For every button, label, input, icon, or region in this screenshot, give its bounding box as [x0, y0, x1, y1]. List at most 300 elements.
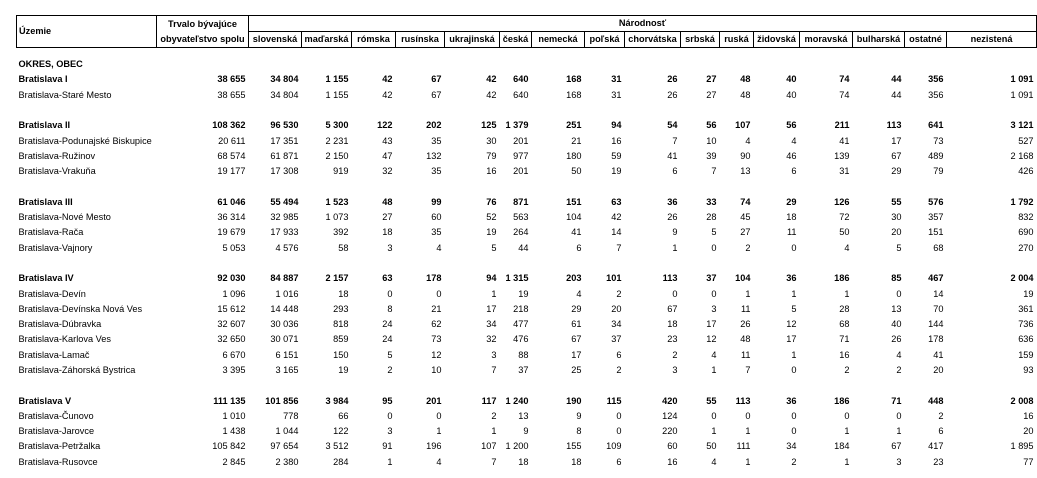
row-value: 0 — [745, 410, 751, 421]
row-value: 0 — [791, 364, 797, 375]
row-value: 6 — [938, 426, 944, 437]
row-value: 1 — [844, 426, 850, 437]
row-value: 201 — [513, 135, 529, 146]
spacer-row — [17, 378, 1037, 393]
row-value: 50 — [706, 441, 717, 452]
row-value: 13 — [891, 303, 902, 314]
row-value: 871 — [513, 196, 529, 207]
row-value: 5 — [491, 242, 497, 253]
row-value: 85 — [891, 273, 902, 284]
row-value: 94 — [486, 273, 497, 284]
row-value: 155 — [566, 441, 582, 452]
spacer-cell — [17, 103, 1037, 118]
row-value: 47 — [382, 150, 393, 161]
row-value: 45 — [740, 212, 751, 223]
row-value: 0 — [616, 410, 622, 421]
row-value: 20 — [1023, 426, 1034, 437]
row-value: 97 654 — [270, 441, 299, 452]
row-value: 42 — [486, 89, 497, 100]
row-value: 29 — [786, 196, 797, 207]
row-value: 203 — [566, 273, 582, 284]
spacer-cell — [17, 378, 1037, 393]
row-value: 132 — [426, 150, 442, 161]
row-value: 1 — [791, 288, 797, 299]
row-value: 7 — [616, 242, 622, 253]
row-value: 576 — [928, 196, 944, 207]
row-value: 1 379 — [505, 120, 529, 131]
row-name: Bratislava-Dúbravka — [18, 319, 102, 330]
row-value: 6 — [672, 166, 678, 177]
header-col-7: poľská — [585, 32, 625, 48]
row-value: 125 — [481, 120, 497, 131]
row-value: 8 — [387, 303, 393, 314]
row-value: 4 — [745, 135, 751, 146]
row-value: 4 — [711, 349, 717, 360]
row-value: 101 — [606, 273, 622, 284]
row-value: 111 — [736, 441, 751, 452]
row-value: 1 — [711, 364, 717, 375]
row-value: 28 — [839, 303, 850, 314]
row-value: 77 — [1023, 456, 1034, 467]
table-header — [17, 16, 1037, 48]
header-col-4: ukrajinská — [445, 32, 500, 48]
row-value: 818 — [333, 319, 349, 330]
header-col-0: slovenská — [249, 32, 302, 48]
nationality-table — [16, 15, 1037, 470]
municipality-row — [17, 348, 1037, 363]
row-value: 36 — [786, 395, 797, 406]
header-col-15: nezistená — [947, 32, 1037, 48]
row-value: 93 — [1023, 364, 1034, 375]
row-value: 1 — [491, 288, 497, 299]
row-value: 1 — [745, 426, 751, 437]
row-value: 15 612 — [217, 303, 246, 314]
row-value: 0 — [896, 288, 902, 299]
row-value: 563 — [513, 212, 529, 223]
row-value: 41 — [571, 227, 582, 238]
row-value: 1 044 — [275, 426, 299, 437]
row-value: 139 — [834, 150, 850, 161]
row-value: 7 — [672, 135, 678, 146]
row-value: 55 — [891, 196, 902, 207]
row-value: 44 — [891, 74, 902, 85]
row-value: 32 607 — [217, 319, 246, 330]
row-value: 61 046 — [217, 196, 246, 207]
row-value: 84 887 — [270, 273, 299, 284]
row-value: 16 — [667, 456, 678, 467]
row-value: 3 512 — [325, 441, 349, 452]
row-value: 37 — [706, 273, 717, 284]
row-value: 3 984 — [325, 395, 349, 406]
header-col-14: ostatné — [905, 32, 947, 48]
row-value: 2 — [896, 364, 902, 375]
row-value: 392 — [333, 227, 349, 238]
municipality-row — [17, 210, 1037, 225]
row-value: 6 — [576, 242, 582, 253]
row-value: 26 — [891, 334, 902, 345]
row-value: 3 — [387, 426, 393, 437]
row-value: 527 — [1018, 135, 1034, 146]
row-value: 30 071 — [270, 334, 299, 345]
row-value: 23 — [667, 334, 678, 345]
section-heading: OKRES, OBEC — [18, 59, 83, 70]
row-value: 186 — [834, 395, 850, 406]
row-name: Bratislava V — [18, 395, 72, 406]
row-value: 7 — [491, 364, 497, 375]
row-value: 41 — [839, 135, 850, 146]
row-value: 178 — [928, 334, 944, 345]
row-name: Bratislava-Rusovce — [18, 456, 98, 467]
header-col-5: česká — [500, 32, 532, 48]
row-value: 2 — [791, 456, 797, 467]
row-value: 99 — [431, 196, 442, 207]
row-value: 92 030 — [217, 273, 246, 284]
row-name: Bratislava-Petržalka — [18, 441, 101, 452]
row-value: 1 — [711, 426, 717, 437]
row-value: 1 096 — [222, 288, 246, 299]
header-nationality: Národnosť — [249, 16, 1037, 32]
row-value: 1 016 — [275, 288, 299, 299]
row-value: 101 856 — [265, 395, 299, 406]
row-value: 8 — [576, 426, 582, 437]
row-value: 59 — [611, 150, 622, 161]
row-name: Bratislava IV — [18, 273, 74, 284]
row-value: 41 — [667, 150, 678, 161]
row-value: 1 — [896, 426, 902, 437]
row-value: 1 315 — [505, 273, 529, 284]
row-value: 426 — [1018, 166, 1034, 177]
row-name: Bratislava II — [18, 120, 71, 131]
municipality-row — [17, 424, 1037, 439]
municipality-row — [17, 332, 1037, 347]
row-value: 109 — [606, 441, 622, 452]
municipality-row — [17, 363, 1037, 378]
municipality-row — [17, 302, 1037, 317]
row-value: 640 — [513, 74, 529, 85]
row-name: Bratislava-Záhorská Bystrica — [18, 364, 136, 375]
row-value: 29 — [571, 303, 582, 314]
row-value: 20 — [891, 227, 902, 238]
row-value: 71 — [839, 334, 850, 345]
row-value: 3 — [896, 456, 902, 467]
row-value: 30 036 — [270, 319, 299, 330]
row-value: 2 150 — [325, 150, 349, 161]
row-value: 2 168 — [1010, 150, 1034, 161]
row-value: 63 — [382, 273, 393, 284]
row-value: 18 — [382, 227, 393, 238]
row-value: 0 — [711, 242, 717, 253]
row-value: 640 — [513, 89, 529, 100]
row-value: 67 — [891, 150, 902, 161]
row-value: 1 155 — [325, 74, 349, 85]
row-value: 1 — [491, 426, 497, 437]
row-value: 1 — [844, 456, 850, 467]
row-value: 180 — [566, 150, 582, 161]
row-value: 641 — [928, 120, 944, 131]
row-value: 21 — [571, 135, 582, 146]
row-value: 122 — [377, 120, 393, 131]
row-value: 91 — [382, 441, 393, 452]
row-value: 2 231 — [325, 135, 349, 146]
row-value: 151 — [566, 196, 582, 207]
spacer-row — [17, 256, 1037, 271]
row-value: 1 — [436, 426, 442, 437]
row-value: 211 — [834, 120, 850, 131]
row-value: 201 — [426, 395, 442, 406]
row-value: 12 — [431, 349, 442, 360]
row-value: 5 — [791, 303, 797, 314]
row-value: 4 — [436, 456, 442, 467]
row-value: 168 — [566, 74, 582, 85]
row-value: 14 — [611, 227, 622, 238]
row-value: 6 151 — [275, 349, 299, 360]
spacer-cell — [17, 48, 1037, 58]
municipality-row — [17, 133, 1037, 148]
row-value: 58 — [338, 242, 349, 253]
row-value: 94 — [611, 120, 622, 131]
header-total-line2: obyvateľstvo spolu — [160, 33, 245, 44]
row-value: 126 — [834, 196, 850, 207]
row-name: Bratislava-Podunajské Biskupice — [18, 135, 152, 146]
row-value: 79 — [486, 150, 497, 161]
row-value: 42 — [486, 74, 497, 85]
row-value: 35 — [431, 166, 442, 177]
row-value: 4 — [436, 242, 442, 253]
row-value: 42 — [611, 212, 622, 223]
row-value: 31 — [611, 89, 622, 100]
row-value: 36 — [786, 273, 797, 284]
row-name: Bratislava-Staré Mesto — [18, 89, 112, 100]
district-row — [17, 118, 1037, 133]
row-value: 1 200 — [505, 441, 529, 452]
row-value: 690 — [1018, 227, 1034, 238]
row-value: 37 — [518, 364, 529, 375]
row-value: 37 — [611, 334, 622, 345]
row-value: 48 — [740, 89, 751, 100]
row-name: Bratislava-Lamač — [18, 349, 90, 360]
row-name: Bratislava-Čunovo — [18, 410, 94, 421]
row-value: 919 — [333, 166, 349, 177]
row-value: 113 — [886, 120, 902, 131]
row-value: 151 — [928, 227, 944, 238]
row-value: 190 — [566, 395, 582, 406]
row-value: 50 — [839, 227, 850, 238]
row-value: 11 — [740, 349, 751, 360]
row-value: 38 655 — [217, 89, 246, 100]
row-value: 95 — [382, 395, 393, 406]
row-value: 251 — [566, 120, 582, 131]
row-value: 40 — [786, 74, 797, 85]
row-value: 25 — [571, 364, 582, 375]
row-value: 17 — [786, 334, 797, 345]
row-value: 1 091 — [1010, 89, 1034, 100]
row-value: 201 — [513, 166, 529, 177]
row-value: 24 — [382, 319, 393, 330]
row-value: 26 — [667, 89, 678, 100]
row-value: 859 — [333, 334, 349, 345]
row-value: 17 — [571, 349, 582, 360]
row-name: Bratislava-Vajnory — [18, 242, 93, 253]
district-row — [17, 394, 1037, 409]
row-value: 16 — [611, 135, 622, 146]
row-value: 36 — [667, 196, 678, 207]
row-value: 218 — [513, 303, 529, 314]
row-value: 196 — [426, 441, 442, 452]
row-value: 26 — [740, 319, 751, 330]
row-value: 9 — [672, 227, 678, 238]
row-value: 0 — [791, 426, 797, 437]
row-value: 32 985 — [270, 212, 299, 223]
row-value: 4 576 — [275, 242, 299, 253]
row-value: 113 — [662, 273, 678, 284]
row-value: 1 523 — [325, 196, 349, 207]
row-value: 34 804 — [270, 89, 299, 100]
header-col-3: rusínska — [396, 32, 445, 48]
row-value: 2 157 — [325, 273, 349, 284]
row-value: 4 — [896, 349, 902, 360]
row-value: 1 010 — [222, 410, 246, 421]
row-value: 1 091 — [1010, 74, 1034, 85]
row-value: 19 — [1023, 288, 1034, 299]
row-value: 68 574 — [217, 150, 246, 161]
row-value: 7 — [711, 166, 717, 177]
row-value: 184 — [834, 441, 850, 452]
row-value: 67 — [431, 74, 442, 85]
row-value: 977 — [513, 150, 529, 161]
row-name: Bratislava-Rača — [18, 227, 84, 238]
row-value: 3 — [491, 349, 497, 360]
row-value: 13 — [740, 166, 751, 177]
spacer-row — [17, 103, 1037, 118]
row-value: 18 — [571, 456, 582, 467]
row-value: 30 — [486, 135, 497, 146]
row-value: 17 351 — [270, 135, 299, 146]
row-value: 79 — [933, 166, 944, 177]
row-value: 3 165 — [275, 364, 299, 375]
row-value: 476 — [513, 334, 529, 345]
row-value: 17 308 — [270, 166, 299, 177]
municipality-row — [17, 439, 1037, 454]
row-value: 74 — [839, 89, 850, 100]
row-value: 55 — [706, 395, 717, 406]
row-value: 73 — [431, 334, 442, 345]
row-value: 10 — [431, 364, 442, 375]
row-value: 3 395 — [222, 364, 246, 375]
row-value: 1 073 — [325, 212, 349, 223]
row-value: 56 — [786, 120, 797, 131]
row-value: 420 — [662, 395, 678, 406]
row-value: 1 — [791, 349, 797, 360]
row-value: 1 — [672, 242, 678, 253]
row-name: Bratislava-Nové Mesto — [18, 212, 111, 223]
municipality-row — [17, 455, 1037, 470]
header-col-6: nemecká — [532, 32, 585, 48]
row-value: 356 — [928, 89, 944, 100]
row-value: 28 — [706, 212, 717, 223]
municipality-row — [17, 241, 1037, 256]
row-value: 17 — [706, 319, 717, 330]
row-value: 66 — [338, 410, 349, 421]
row-value: 19 — [486, 227, 497, 238]
row-value: 74 — [740, 196, 751, 207]
row-value: 17 — [486, 303, 497, 314]
row-value: 32 — [382, 166, 393, 177]
spacer-row — [17, 179, 1037, 194]
row-value: 19 177 — [217, 166, 246, 177]
header-col-12: moravská — [800, 32, 853, 48]
header-col-9: srbská — [681, 32, 720, 48]
district-row — [17, 271, 1037, 286]
header-total-line1: Trvalo bývajúce — [168, 18, 237, 29]
row-value: 107 — [481, 441, 497, 452]
row-value: 4 — [711, 456, 717, 467]
row-value: 71 — [891, 395, 902, 406]
row-value: 4 — [791, 135, 797, 146]
row-value: 18 — [786, 212, 797, 223]
row-value: 67 — [667, 303, 678, 314]
row-value: 0 — [436, 410, 442, 421]
row-value: 0 — [616, 426, 622, 437]
row-value: 270 — [1018, 242, 1034, 253]
row-value: 42 — [382, 74, 393, 85]
row-value: 27 — [382, 212, 393, 223]
row-value: 5 300 — [325, 120, 349, 131]
row-value: 33 — [706, 196, 717, 207]
row-value: 144 — [928, 319, 944, 330]
row-value: 12 — [706, 334, 717, 345]
municipality-row — [17, 225, 1037, 240]
row-value: 2 — [616, 288, 622, 299]
row-value: 489 — [928, 150, 944, 161]
row-value: 34 804 — [270, 74, 299, 85]
row-value: 356 — [928, 74, 944, 85]
row-value: 186 — [834, 273, 850, 284]
row-value: 46 — [786, 150, 797, 161]
header-col-11: židovská — [754, 32, 800, 48]
row-value: 0 — [436, 288, 442, 299]
row-value: 54 — [667, 120, 678, 131]
row-value: 2 — [844, 364, 850, 375]
row-value: 4 — [844, 242, 850, 253]
row-value: 1 240 — [505, 395, 529, 406]
row-value: 202 — [426, 120, 442, 131]
row-value: 61 871 — [270, 150, 299, 161]
row-value: 19 — [338, 364, 349, 375]
row-value: 477 — [513, 319, 529, 330]
spacer-row — [17, 48, 1037, 58]
row-value: 14 — [933, 288, 944, 299]
municipality-row — [17, 88, 1037, 103]
section-heading-row — [17, 57, 1037, 72]
row-value: 21 — [431, 303, 442, 314]
row-value: 448 — [928, 395, 944, 406]
row-value: 96 530 — [270, 120, 299, 131]
row-value: 16 — [1023, 410, 1034, 421]
row-value: 32 650 — [217, 334, 246, 345]
row-value: 18 — [338, 288, 349, 299]
row-value: 0 — [387, 410, 393, 421]
row-name: Bratislava-Vrakuňa — [18, 166, 96, 177]
row-value: 357 — [928, 212, 944, 223]
municipality-row — [17, 409, 1037, 424]
spacer-cell — [17, 179, 1037, 194]
row-value: 108 362 — [212, 120, 246, 131]
row-value: 68 — [933, 242, 944, 253]
row-value: 39 — [706, 150, 717, 161]
row-value: 6 — [791, 166, 797, 177]
row-value: 40 — [891, 319, 902, 330]
row-value: 29 — [891, 166, 902, 177]
